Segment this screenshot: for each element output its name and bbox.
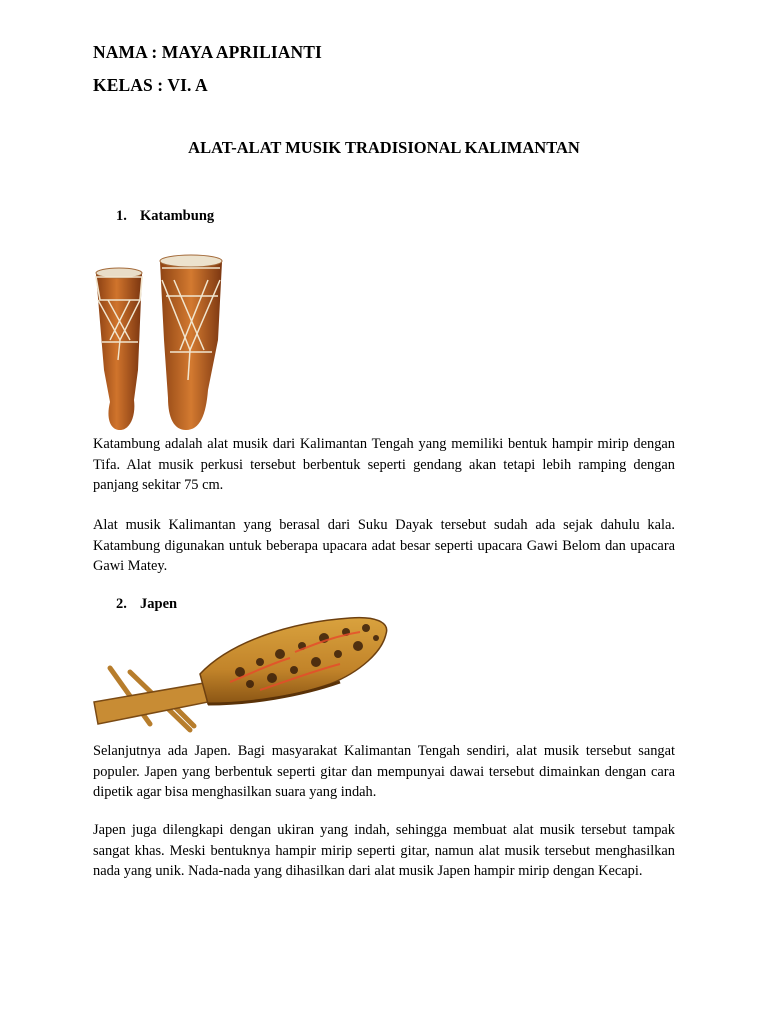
- katambung-drums-image: [90, 240, 230, 435]
- small-drum-shape: [96, 268, 142, 430]
- paragraph: Selanjutnya ada Japen. Bagi masyarakat Kalimantan Tengah sendiri, alat musik tersebut sangat populer. Japen yang berbentuk seperti gitar dan mempunyai dawai tersebut dimainkan dengan cara dipetik agar bisa menghasilkan suara yang indah.: [93, 743, 675, 800]
- student-class-line: KELAS : VI. A: [93, 75, 208, 95]
- section-number: 1.: [116, 208, 127, 224]
- section-title: Katambung: [140, 208, 215, 224]
- japen-lute-image: [90, 612, 395, 742]
- paragraph: Japen juga dilengkapi dengan ukiran yang indah, sehingga membuat alat musik tersebut tampak sangat khas. Meski bentuknya hampir mirip seperti gitar, namun alat musik tersebut menghasilkan nada yang unik. Nada-nada yang dihasilkan dari alat musik Japen hampir mirip dengan Kecapi.: [93, 822, 675, 879]
- section-heading-katambung: [116, 208, 214, 225]
- tall-drum-shape: [160, 255, 222, 430]
- paragraph: Katambung adalah alat musik dari Kalimantan Tengah yang memiliki bentuk hampir mirip dengan Tifa. Alat musik perkusi tersebut berbentuk seperti gendang akan tetapi lebih ramping dengan panjang sekitar 75 cm.: [93, 436, 675, 493]
- section-heading-japen: [116, 596, 177, 613]
- paragraph: Alat musik Kalimantan yang berasal dari Suku Dayak tersebut sudah ada sejak dahulu kala. Katambung digunakan untuk beberapa upacara adat besar seperti upacara Gawi Belom dan upacara Gawi Matey.: [93, 517, 675, 574]
- student-name-line: NAMA : MAYA APRILIANTI: [93, 42, 322, 62]
- document-title: ALAT-ALAT MUSIK TRADISIONAL KALIMANTAN: [188, 138, 580, 157]
- section-number: 2.: [116, 596, 127, 612]
- section-title: Japen: [140, 596, 178, 612]
